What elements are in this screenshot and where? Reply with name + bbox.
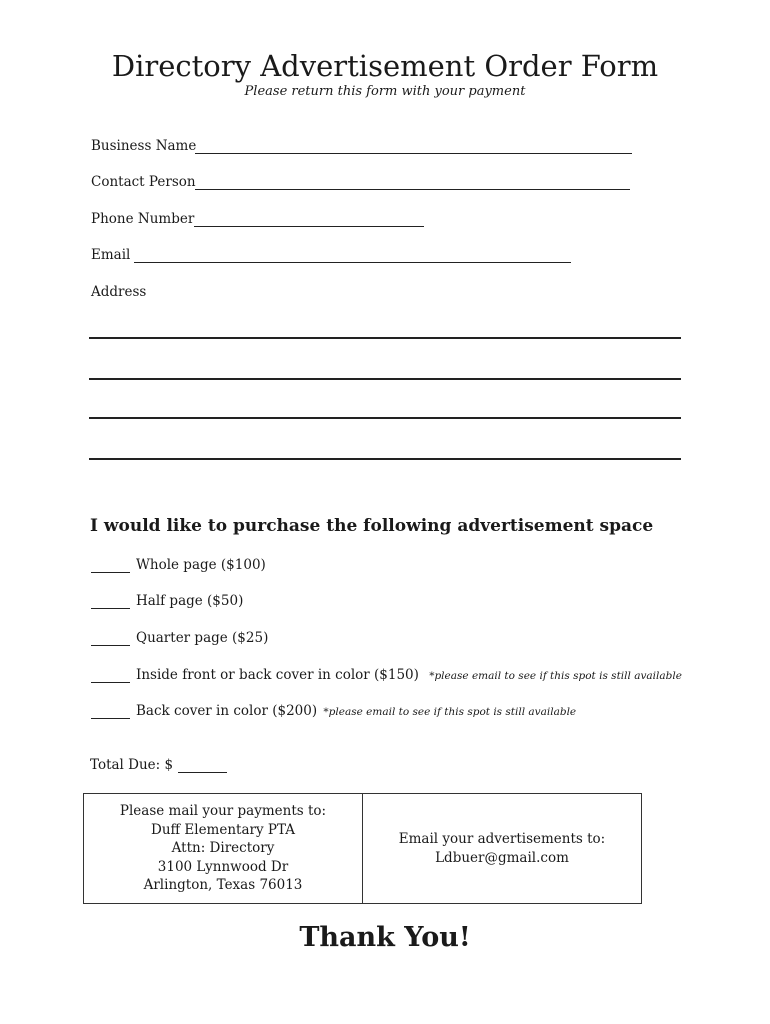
inside-cover-label: Inside front or back cover in color ($150) <box>136 667 419 683</box>
back-cover-option <box>136 703 576 719</box>
half-page-option: Half page ($50) <box>136 593 244 609</box>
address-line-1[interactable] <box>89 337 681 339</box>
mail-line: Arlington, Texas 76013 <box>143 877 303 894</box>
mail-line: 3100 Lynnwood Dr <box>157 858 289 875</box>
address-line-4[interactable] <box>89 458 681 460</box>
mail-line: Please mail your payments to: <box>119 803 327 820</box>
total-due-label: Total Due: $ <box>90 757 174 773</box>
page-subtitle: Please return this form with your payment <box>244 84 526 99</box>
half-page-blank[interactable] <box>91 608 130 609</box>
address-line-3[interactable] <box>89 417 681 419</box>
phone-number-label: Phone Number <box>91 211 195 227</box>
inside-cover-blank[interactable] <box>91 682 130 683</box>
page-title: Directory Advertisement Order Form <box>111 49 659 83</box>
back-cover-blank[interactable] <box>91 718 130 719</box>
contact-person-label: Contact Person <box>91 174 196 190</box>
back-cover-label: Back cover in color ($200) <box>136 703 318 719</box>
mail-payment-cell <box>84 794 363 903</box>
payment-info-box <box>83 793 642 904</box>
total-due-field[interactable] <box>178 772 227 773</box>
whole-page-option: Whole page ($100) <box>136 557 266 573</box>
inside-cover-option <box>136 667 682 683</box>
business-name-label: Business Name <box>91 138 197 154</box>
inside-cover-note: *please email to see if this spot is still available <box>429 670 682 682</box>
quarter-page-option: Quarter page ($25) <box>136 630 269 646</box>
purchase-heading: I would like to purchase the following advertisement space <box>90 516 654 536</box>
whole-page-blank[interactable] <box>91 572 130 573</box>
email-field[interactable] <box>134 262 571 263</box>
mail-line: Duff Elementary PTA <box>151 821 295 838</box>
quarter-page-blank[interactable] <box>91 645 130 646</box>
address-line-2[interactable] <box>89 378 681 380</box>
email-line: Email your advertisements to: <box>398 831 606 848</box>
email-label: Email <box>91 247 131 263</box>
mail-line: Attn: Directory <box>171 840 275 857</box>
address-label: Address <box>91 284 147 300</box>
contact-person-field[interactable] <box>195 189 630 190</box>
email-address: Ldbuer@gmail.com <box>435 849 569 866</box>
back-cover-note: *please email to see if this spot is still available <box>323 706 577 718</box>
email-ads-cell <box>363 794 641 903</box>
phone-number-field[interactable] <box>194 226 424 227</box>
thank-you-text: Thank You! <box>299 922 471 953</box>
business-name-field[interactable] <box>195 153 632 154</box>
